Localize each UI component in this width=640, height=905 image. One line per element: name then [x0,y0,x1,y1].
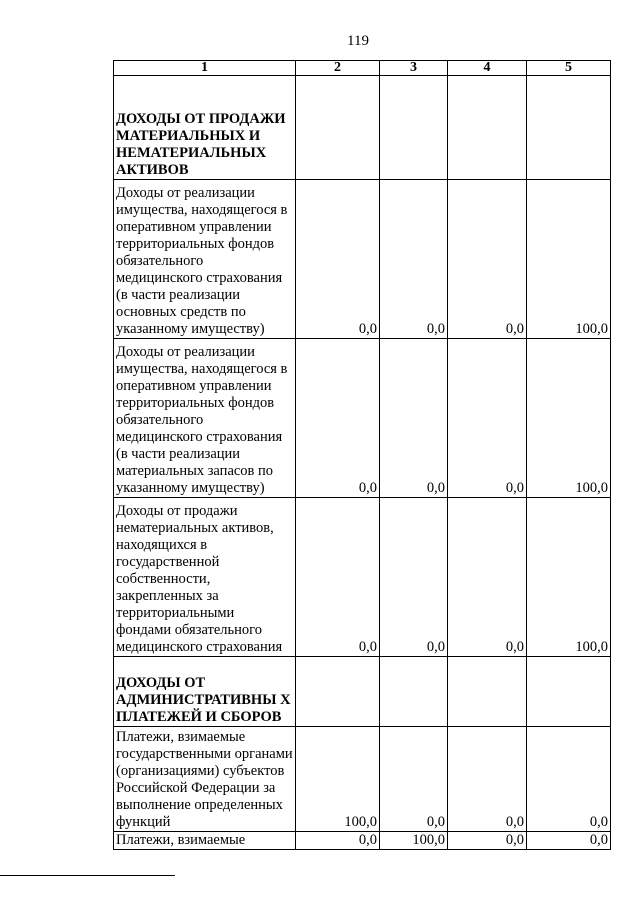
table-row [114,339,611,498]
column-header: 3 [380,61,448,76]
section-heading: ДОХОДЫ ОТ ПРОДАЖИ МАТЕРИАЛЬНЫХ И НЕМАТЕРИАЛЬНЫХ АКТИВОВ [114,76,296,180]
value-cell: 0,0 [380,498,448,657]
value-cell: 0,0 [296,339,380,498]
value-cell: 0,0 [527,832,611,850]
value-cell: 0,0 [448,832,527,850]
value-cell [527,76,611,180]
table-row [114,657,611,727]
table-header-row [114,61,611,76]
table-row [114,832,611,850]
value-cell: 0,0 [380,339,448,498]
column-header: 4 [448,61,527,76]
value-cell [296,76,380,180]
column-header: 1 [114,61,296,76]
value-cell [448,657,527,727]
table-row [114,498,611,657]
value-cell [380,657,448,727]
value-cell [296,657,380,727]
value-cell [448,76,527,180]
column-header: 5 [527,61,611,76]
value-cell [380,76,448,180]
value-cell: 0,0 [448,498,527,657]
value-cell: 100,0 [380,832,448,850]
value-cell: 0,0 [296,180,380,339]
value-cell: 0,0 [380,727,448,832]
value-cell: 0,0 [448,727,527,832]
row-label: Платежи, взимаемые государственными органами (организациями) субъектов Российской Федерации за выполнение определенных функций [114,727,296,832]
revenue-table [113,60,611,850]
table-row [114,180,611,339]
table-row [114,727,611,832]
footnote-divider [0,875,175,876]
value-cell: 0,0 [448,339,527,498]
value-cell [527,657,611,727]
row-label: Доходы от продажи нематериальных активов, находящихся в государственной собственности, закрепленных за территориальными фондами обязательного медицинского страхования [114,498,296,657]
value-cell: 100,0 [527,498,611,657]
page-number: 119 [347,33,369,49]
table-row [114,76,611,180]
row-label: Доходы от реализации имущества, находящегося в оперативном управлении территориальных фондов обязательного медицинского страхования (в части реализации материальных запасов по указанному имуществу) [114,339,296,498]
value-cell: 0,0 [527,727,611,832]
value-cell: 0,0 [448,180,527,339]
row-label: Платежи, взимаемые [114,832,296,850]
column-header: 2 [296,61,380,76]
value-cell: 100,0 [527,339,611,498]
value-cell: 0,0 [380,180,448,339]
row-label: Доходы от реализации имущества, находящегося в оперативном управлении территориальных фондов обязательного медицинского страхования (в части реализации основных средств по указанному имуществу) [114,180,296,339]
value-cell: 0,0 [296,498,380,657]
section-heading: ДОХОДЫ ОТ АДМИНИСТРАТИВНЫ Х ПЛАТЕЖЕЙ И СБОРОВ [114,657,296,727]
value-cell: 0,0 [296,832,380,850]
value-cell: 100,0 [296,727,380,832]
value-cell: 100,0 [527,180,611,339]
